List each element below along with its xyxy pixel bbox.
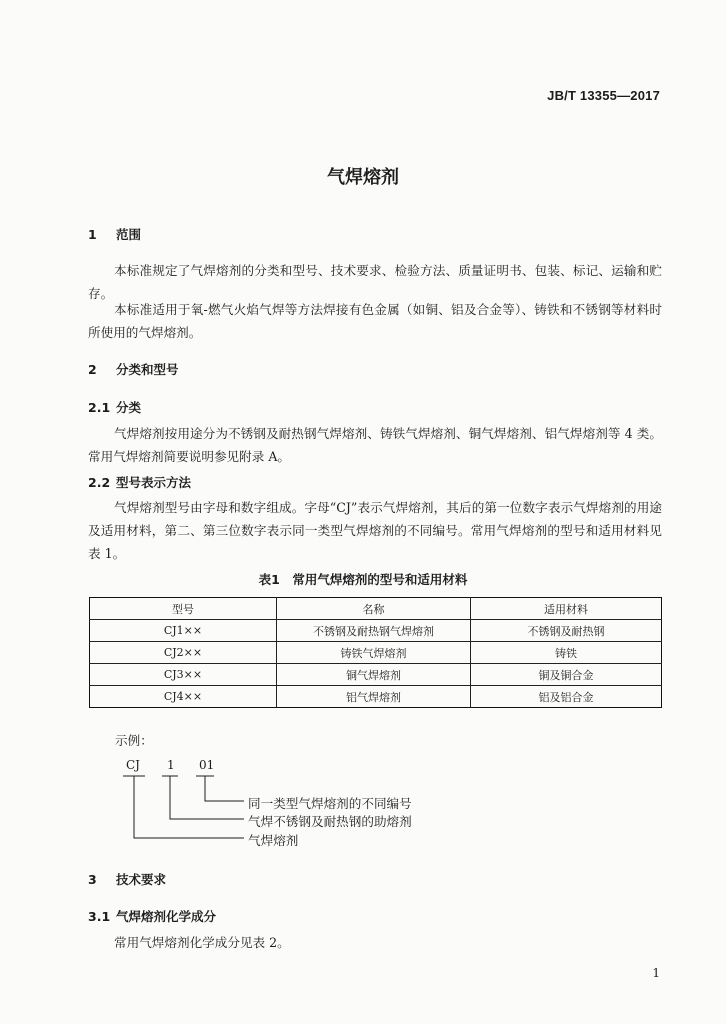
section-2-2-paragraph: 气焊熔剂型号由字母和数字组成。字母“CJ”表示气焊熔剂，其后的第一位数字表示气焊熔剂的用途及适用材料，第二、第三位数字表示同一类型气焊熔剂的不同编号。常用气焊熔剂的型号和适用材料见表 1。	[88, 500, 662, 561]
table-cell-model: CJ3××	[90, 664, 277, 686]
code-part-category: 1	[167, 758, 175, 772]
section-1-paragraph-2: 本标准适用于氧-燃气火焰气焊等方法焊接有色金属（如铜、铝及合金等）、铸铁和不锈钢等材料时所使用的气焊熔剂。	[88, 302, 662, 340]
example-desc-category: 气焊不锈钢及耐热钢的助熔剂	[248, 814, 412, 829]
section-3-1-paragraph: 常用气焊熔剂化学成分见表 2。	[114, 935, 290, 950]
column-header-name: 名称	[277, 598, 471, 620]
section-title: 技术要求	[116, 872, 167, 887]
table-cell-name: 铜气焊熔剂	[277, 664, 471, 686]
connector-serial	[205, 776, 244, 801]
page-number: 1	[652, 966, 660, 980]
section-title: 分类和型号	[116, 362, 179, 377]
section-title: 气焊熔剂化学成分	[116, 909, 217, 924]
section-number: 3	[88, 872, 97, 887]
section-title: 范围	[116, 227, 142, 242]
table-cell-material: 铜及铜合金	[471, 664, 662, 686]
code-part-serial: 01	[199, 758, 215, 772]
code-part-prefix: CJ	[126, 758, 140, 772]
table-cell-name: 不锈钢及耐热钢气焊熔剂	[277, 620, 471, 642]
example-desc-serial: 同一类型气焊熔剂的不同编号	[248, 796, 412, 811]
document-title: 气焊熔剂	[327, 167, 399, 188]
table-cell-material: 铝及铝合金	[471, 686, 662, 708]
section-number: 1	[88, 227, 97, 242]
section-title: 分类	[116, 400, 142, 415]
section-number: 2.2	[88, 475, 111, 490]
table-cell-model: CJ4××	[90, 686, 277, 708]
section-3-heading	[88, 870, 166, 888]
example-label: 示例：	[115, 733, 153, 748]
table-cell-material: 铸铁	[471, 642, 662, 664]
example-desc-prefix: 气焊熔剂	[248, 833, 299, 848]
standard-code: JB/T 13355—2017	[547, 88, 660, 103]
table-cell-name: 铝气焊熔剂	[277, 686, 471, 708]
section-1-paragraph-1: 本标准规定了气焊熔剂的分类和型号、技术要求、检验方法、质量证明书、包装、标记、运输和贮存。	[88, 263, 662, 301]
table-cell-model: CJ2××	[90, 642, 277, 664]
section-2-1-paragraph: 气焊熔剂按用途分为不锈钢及耐热钢气焊熔剂、铸铁气焊熔剂、铜气焊熔剂、铝气焊熔剂等 4 类。常用气焊熔剂简要说明参见附录 A。	[88, 426, 662, 464]
table-cell-name: 铸铁气焊熔剂	[277, 642, 471, 664]
connector-category	[170, 776, 244, 819]
section-title: 型号表示方法	[116, 475, 192, 490]
connector-prefix	[134, 776, 244, 838]
section-3-1-heading	[88, 907, 216, 925]
column-header-material: 适用材料	[471, 598, 662, 620]
table-cell-model: CJ1××	[90, 620, 277, 642]
table-cell-material: 不锈钢及耐热钢	[471, 620, 662, 642]
section-number: 2.1	[88, 400, 111, 415]
section-number: 3.1	[88, 909, 111, 924]
column-header-model: 型号	[90, 598, 277, 620]
table-1-caption: 表1 常用气焊熔剂的型号和适用材料	[258, 572, 468, 587]
section-number: 2	[88, 362, 97, 377]
